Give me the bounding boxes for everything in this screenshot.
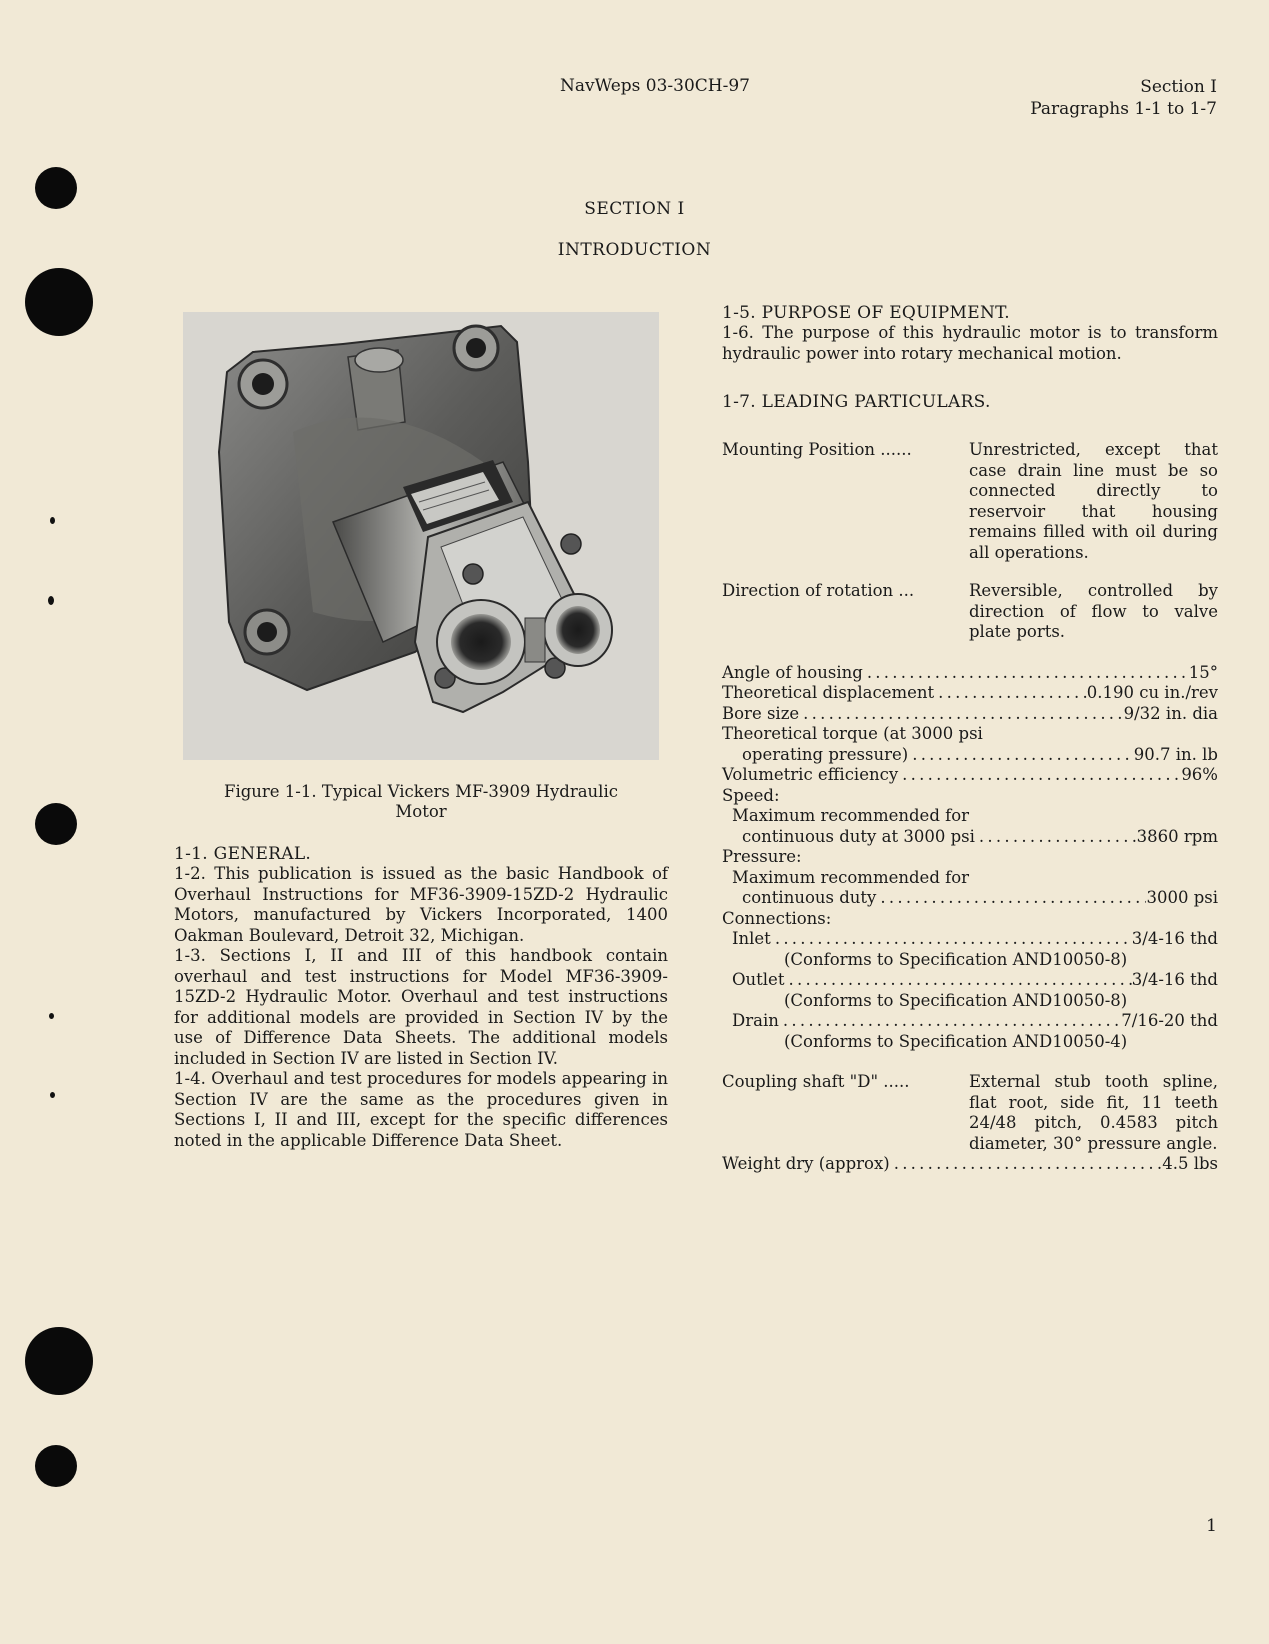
spec-torque xyxy=(722,745,1218,766)
punch-mark xyxy=(48,596,54,605)
spec-value: 3/4-16 thd xyxy=(1131,929,1218,948)
spec-label: Inlet xyxy=(732,929,771,948)
spec-outlet-spec: (Conforms to Specification AND10050-8) xyxy=(784,990,1128,1010)
heading-general: 1-1. GENERAL. xyxy=(174,844,312,864)
paragraph-1-6: 1-6. The purpose of this hydraulic motor is to transform hydraulic power into rotary mechanical motion. xyxy=(722,323,1218,363)
spec-pressure-sublabel: Maximum recommended for xyxy=(732,867,970,887)
spec-drain-spec: (Conforms to Specification AND10050-4) xyxy=(784,1031,1128,1051)
spec-value: 90.7 in. lb xyxy=(1133,744,1218,764)
spec-label: Drain xyxy=(732,1011,779,1030)
punch-mark xyxy=(50,517,55,524)
spec-angle-housing xyxy=(722,663,1218,684)
spec-inlet-spec: (Conforms to Specification AND10050-8) xyxy=(784,949,1128,969)
spec-volumetric-efficiency xyxy=(722,765,1218,786)
spec-label: Volumetric efficiency xyxy=(722,765,899,784)
paragraph-1-2: 1-2. This publication is issued as the basic Handbook of Overhaul Instructions for MF36-3909-15ZD-2 Hydraulic Motors, manufactured by Vickers Incorporated, 1400 Oakman Boulevard, Detroit 32, Michigan. xyxy=(174,864,668,945)
spec-value: 15° xyxy=(1188,662,1218,682)
spec-label: operating pressure) xyxy=(742,744,909,764)
punch-mark xyxy=(49,1013,54,1019)
spec-label: Mounting Position ...... xyxy=(722,440,912,459)
section-subtitle: INTRODUCTION xyxy=(557,240,712,260)
spec-value: 4.5 lbs xyxy=(1162,1154,1218,1173)
spec-outlet xyxy=(722,970,1218,991)
header-section-info xyxy=(1030,76,1217,120)
spec-displacement xyxy=(722,683,1218,704)
right-column xyxy=(722,303,1218,1175)
spec-value: 0.190 cu in./rev xyxy=(1086,683,1218,702)
spec-speed-sublabel: Maximum recommended for xyxy=(732,806,970,825)
spec-label: Bore size xyxy=(722,703,800,723)
spec-weight-dry xyxy=(722,1154,1218,1175)
spec-label: Direction of rotation ... xyxy=(722,581,915,600)
spec-torque-label: Theoretical torque (at 3000 psi xyxy=(722,724,983,743)
motor-photo xyxy=(183,312,659,760)
spec-value: Reversible, controlled by direction of flow to valve plate ports. xyxy=(969,581,1218,641)
particulars-list xyxy=(722,663,1218,1053)
spec-value: 3/4-16 thd xyxy=(1131,970,1218,989)
spec-coupling-shaft xyxy=(722,1072,1218,1154)
left-column xyxy=(174,312,668,1151)
header-paragraphs: Paragraphs 1-1 to 1-7 xyxy=(1030,99,1217,119)
spec-pressure xyxy=(722,888,1218,909)
spec-inlet xyxy=(722,929,1218,950)
binder-hole xyxy=(35,1445,77,1487)
section-title: SECTION I xyxy=(584,199,685,219)
header-section: Section I xyxy=(1140,77,1217,97)
spec-value: 3000 psi xyxy=(1146,888,1218,907)
spec-pressure-label: Pressure: xyxy=(722,847,802,866)
spec-mounting-position xyxy=(722,440,1218,563)
heading-purpose: 1-5. PURPOSE OF EQUIPMENT. xyxy=(722,303,1010,323)
spec-label: Theoretical displacement xyxy=(722,683,935,702)
page-number: 1 xyxy=(1206,1516,1217,1536)
spec-value: 96% xyxy=(1181,765,1218,784)
spec-bore-size xyxy=(722,704,1218,725)
spec-label: Angle of housing xyxy=(722,662,863,682)
spec-label: continuous duty xyxy=(742,888,877,907)
binder-hole xyxy=(25,268,93,336)
punch-mark xyxy=(50,1092,55,1098)
spec-direction-rotation xyxy=(722,581,1218,643)
heading-leading-particulars: 1-7. LEADING PARTICULARS. xyxy=(722,392,991,412)
binder-hole xyxy=(25,1327,93,1395)
spec-value: 7/16-20 thd xyxy=(1121,1011,1218,1030)
spec-value: 3860 rpm xyxy=(1136,826,1218,846)
spec-speed-label: Speed: xyxy=(722,785,780,805)
spec-label: Weight dry (approx) xyxy=(722,1154,890,1173)
spec-drain xyxy=(722,1011,1218,1032)
spec-value: 9/32 in. dia xyxy=(1123,703,1218,723)
hydraulic-motor-illustration xyxy=(183,312,659,760)
figure-caption xyxy=(174,782,668,822)
caption-line-2: Motor xyxy=(395,802,447,821)
binder-hole xyxy=(35,803,77,845)
spec-label: Coupling shaft "D" ..... xyxy=(722,1072,910,1091)
spec-label: continuous duty at 3000 psi xyxy=(742,826,975,846)
publication-number: NavWeps 03-30CH-97 xyxy=(560,76,750,96)
spec-value: Unrestricted, except that case drain line must be so connected directly to reservoir that housing remains filled with oil during all operations. xyxy=(969,440,1218,562)
spec-value: External stub tooth spline, flat root, side fit, 11 teeth 24/48 pitch, 0.4583 pitch diameter, 30° pressure angle. xyxy=(969,1072,1218,1153)
spec-label: Outlet xyxy=(732,970,785,989)
caption-line-1: Figure 1-1. Typical Vickers MF-3909 Hydraulic xyxy=(224,782,618,801)
spec-connections-label: Connections: xyxy=(722,908,832,928)
paragraph-1-4: 1-4. Overhaul and test procedures for models appearing in Section IV are the same as the procedures given in Sections I, II and III, except for the specific differences noted in the applicable Difference Data Sheet. xyxy=(174,1069,668,1150)
spec-speed xyxy=(722,827,1218,848)
paragraph-1-3: 1-3. Sections I, II and III of this handbook contain overhaul and test instructions for Model MF36-3909-15ZD-2 Hydraulic Motor. Overhaul and test instructions for additional models are provided in Section IV by the use of Difference Data Sheets. The additional models included in Section IV are listed in Section IV. xyxy=(174,946,668,1068)
